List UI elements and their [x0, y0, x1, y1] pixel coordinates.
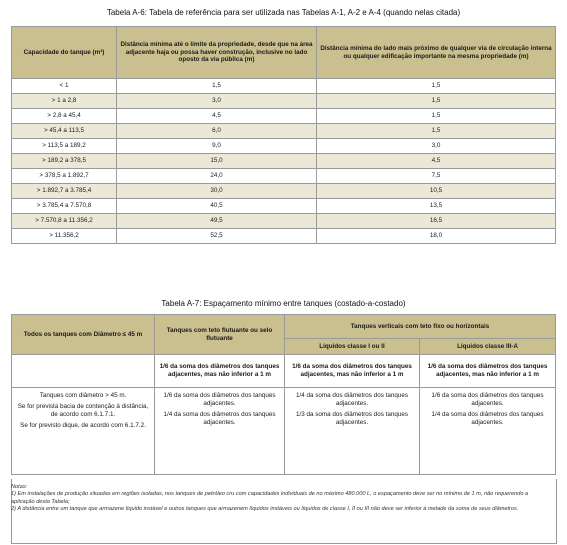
cell-large-tanks: [12, 388, 155, 475]
table7-title: Tabela A-7: Espaçamento mínimo entre tanques (costado-a-costado): [161, 299, 406, 308]
table6-title: Tabela A-6: Tabela de referência para ser utilizada nas Tabelas A-1, A-2 e A-4 (quando nelas citada): [106, 8, 461, 17]
header-liquid-class-1-2: Líquidos classe I ou II: [285, 339, 420, 355]
cell-capacity: > 113,5 a 189,2: [12, 139, 117, 154]
header-distance-internal: Distância mínima do lado mais próximo de qualquer via de circulação interna ou qualquer edificação importante na mesma propriedade (m): [317, 27, 556, 79]
cell-text: Se for prevista bacia de contenção à distância, de acordo com 6.1.7.1.: [17, 402, 149, 418]
cell-distance-property: 3,0: [117, 94, 317, 109]
cell-distance-internal: 1,5: [317, 124, 556, 139]
header-distance-property: Distância mínima até o limite da propriedade, desde que na área adjacente haja ou possa haver construção, inclusive no lado oposto da via pública (m): [117, 27, 317, 79]
cell-capacity: > 189,2 a 378,5: [12, 154, 117, 169]
header-vertical-tanks: Tanques verticais com teto fixo ou horizontais: [285, 315, 556, 339]
cell-distance-property: 6,0: [117, 124, 317, 139]
table-row: [12, 154, 556, 169]
cell-distance-internal: 7,5: [317, 169, 556, 184]
cell-distance-property: 4,5: [117, 109, 317, 124]
table-row: [12, 79, 556, 94]
cell-floating: [155, 388, 285, 475]
cell-distance-internal: 1,5: [317, 109, 556, 124]
header-capacity: Capacidade do tanque (m³): [12, 27, 117, 79]
table-row: [12, 94, 556, 109]
cell-capacity: > 7.570,8 a 11.356,2: [12, 214, 117, 229]
cell-capacity: > 378,5 a 1.892,7: [12, 169, 117, 184]
cell-distance-internal: 13,5: [317, 199, 556, 214]
reference-table: [11, 26, 556, 244]
cell-text: 1/4 da soma dos diâmetros dos tanques adjacentes.: [431, 410, 544, 426]
cell-class-1-2: [285, 388, 420, 475]
cell-distance-property: 52,5: [117, 229, 317, 244]
cell-distance-internal: 4,5: [317, 154, 556, 169]
cell-text: 1/4 da soma dos diâmetros dos tanques adjacentes.: [295, 392, 408, 407]
cell-class-3a: [420, 388, 556, 475]
cell-distance-property: 40,5: [117, 199, 317, 214]
header-floating-roof: Tanques com teto flutuante ou selo flutuante: [155, 315, 285, 355]
table-row: [12, 139, 556, 154]
cell-capacity: < 1: [12, 79, 117, 94]
cell-capacity: > 1.892,7 a 3.785,4: [12, 184, 117, 199]
header-liquid-class-3a: Líquidos classe III-A: [420, 339, 556, 355]
cell-distance-internal: 3,0: [317, 139, 556, 154]
cell-distance-internal: 18,0: [317, 229, 556, 244]
cell-distance-internal: 16,5: [317, 214, 556, 229]
table-row: [12, 124, 556, 139]
cell-capacity: > 3.785,4 a 7.570,8: [12, 199, 117, 214]
cell-distance-property: 49,5: [117, 214, 317, 229]
cell-distance-property: 1,5: [117, 79, 317, 94]
subheader-class-3a: 1/6 da soma dos diâmetros dos tanques adjacentes, mas não inferior a 1 m: [420, 355, 556, 388]
notes-heading: Notas:: [11, 484, 28, 490]
cell-capacity: > 45,4 a 113,5: [12, 124, 117, 139]
table-row: [12, 199, 556, 214]
cell-text: Tanques com diâmetro > 45 m.: [39, 392, 127, 399]
notes: [11, 484, 551, 513]
subheader-class-1-2: 1/6 da soma dos diâmetros dos tanques adjacentes, mas não inferior a 1 m: [285, 355, 420, 388]
header-all-tanks: Todos os tanques com Diâmetro ≤ 45 m: [12, 315, 155, 355]
cell-distance-property: 30,0: [117, 184, 317, 199]
cell-capacity: > 1 a 2,8: [12, 94, 117, 109]
cell-text: 1/6 da soma dos diâmetros dos tanques adjacentes.: [163, 392, 276, 407]
cell-text: 1/4 da soma dos diâmetros dos tanques adjacentes.: [163, 410, 276, 426]
spacing-table: [11, 314, 556, 475]
table-row: [12, 184, 556, 199]
table-row: [12, 214, 556, 229]
cell-text: 1/6 da soma dos diâmetros dos tanques adjacentes.: [431, 392, 544, 407]
cell-text: 1/3 da soma dos diâmetros dos tanques adjacentes.: [295, 410, 408, 426]
cell-text: Se for previsto dique, de acordo com 6.1.7.2.: [20, 421, 146, 429]
note-2: 2) A distância entre um tanque que armazene líquido instável e outros tanques que armazenem líquidos instáveis ou líquidos de classe I, II ou III não deve ser inferior à metade da soma de seus diâmetros.: [11, 505, 519, 512]
cell-distance-property: 24,0: [117, 169, 317, 184]
cell-distance-property: 9,0: [117, 139, 317, 154]
header-empty-cell: [12, 355, 155, 388]
cell-capacity: > 2,8 a 45,4: [12, 109, 117, 124]
table-row: [12, 169, 556, 184]
table-row: [12, 229, 556, 244]
table-row: [12, 109, 556, 124]
note-1: 1) Em instalações de produção situadas em regiões isoladas, nos tanques de petróleo cru com capacidades individuais de no máximo 480.000 L, o espaçamento deve ser no mínimo de 1 m, não requerendo a aplicação desta Tabela;: [11, 491, 529, 505]
cell-distance-internal: 10,5: [317, 184, 556, 199]
cell-capacity: > 11.356,2: [12, 229, 117, 244]
cell-distance-property: 15,0: [117, 154, 317, 169]
subheader-floating: 1/6 da soma dos diâmetros dos tanques adjacentes, mas não inferior a 1 m: [155, 355, 285, 388]
cell-distance-internal: 1,5: [317, 94, 556, 109]
cell-distance-internal: 1,5: [317, 79, 556, 94]
